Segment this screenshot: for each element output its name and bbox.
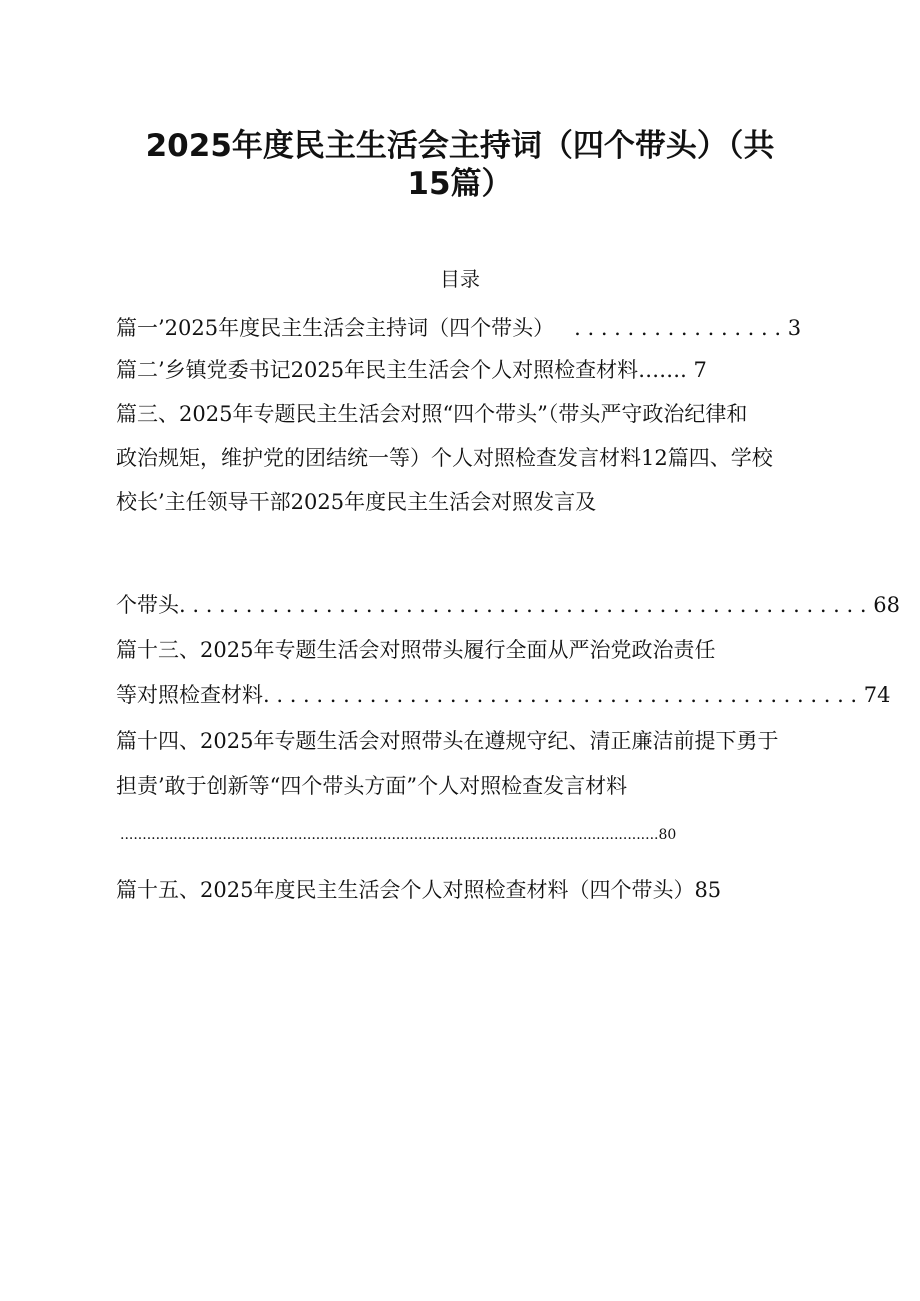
toc-entry-15[interactable]: 篇十五、2025年度民主生活会个人对照检查材料（四个带头）85	[116, 878, 722, 902]
toc-entry-13-line-1[interactable]: 篇十三、2025年专题生活会对照带头履行全面从严治党政治责任	[116, 638, 716, 662]
document-title-line-1: 2025年度民主生活会主持词（四个带头）（共	[145, 128, 775, 164]
toc-entry-14-dots-page: .........................................................................................................................80	[120, 827, 677, 843]
toc-entry-14-leader-page[interactable]	[120, 818, 676, 849]
toc-entry-14-line-2[interactable]: 担责’敢于创新等“四个带头方面”个人对照检查发言材料	[116, 774, 628, 798]
toc-entry-4-tail: 个带头	[116, 593, 179, 617]
toc-entry-1[interactable]	[116, 314, 801, 342]
toc-entry-2[interactable]: 篇二’乡镇党委书记2025年民主生活会个人对照检查材料……. 7	[116, 358, 707, 382]
document-title-line-2: 15篇）	[407, 166, 513, 202]
toc-entry-1-title: 篇一’2025年度民主生活会主持词（四个带头）	[116, 316, 555, 340]
toc-entry-4-line-2[interactable]	[116, 591, 900, 619]
toc-entry-13-tail: 等对照检查材料	[116, 683, 263, 707]
toc-entry-4-line-1[interactable]: 校长’主任领导干部2025年度民主生活会对照发言及	[116, 490, 597, 514]
toc-entry-13-line-2[interactable]	[116, 681, 891, 709]
toc-entry-4-leader-page: . . . . . . . . . . . . . . . . . . . . . . . . . . . . . . . . . . . . . . . . . . . . . . . . . . . . 68	[179, 593, 900, 617]
toc-entry-3-line-1[interactable]: 篇三、2025年专题民主生活会对照“四个带头”（带头严守政治纪律和	[116, 402, 748, 426]
toc-entry-3-line-2[interactable]: 政治规矩，维护党的团结统一等）个人对照检查发言材料12篇四、学校	[116, 446, 773, 470]
toc-entry-13-leader-page: . . . . . . . . . . . . . . . . . . . . . . . . . . . . . . . . . . . . . . . . . . . . . 74	[263, 683, 891, 707]
toc-entry-1-leader-page: . . . . . . . . . . . . . . . . 3	[574, 316, 802, 340]
toc-heading: 目录	[440, 267, 480, 291]
toc-entry-14-line-1[interactable]: 篇十四、2025年专题生活会对照带头在遵规守纪、清正廉洁前提下勇于	[116, 729, 779, 753]
